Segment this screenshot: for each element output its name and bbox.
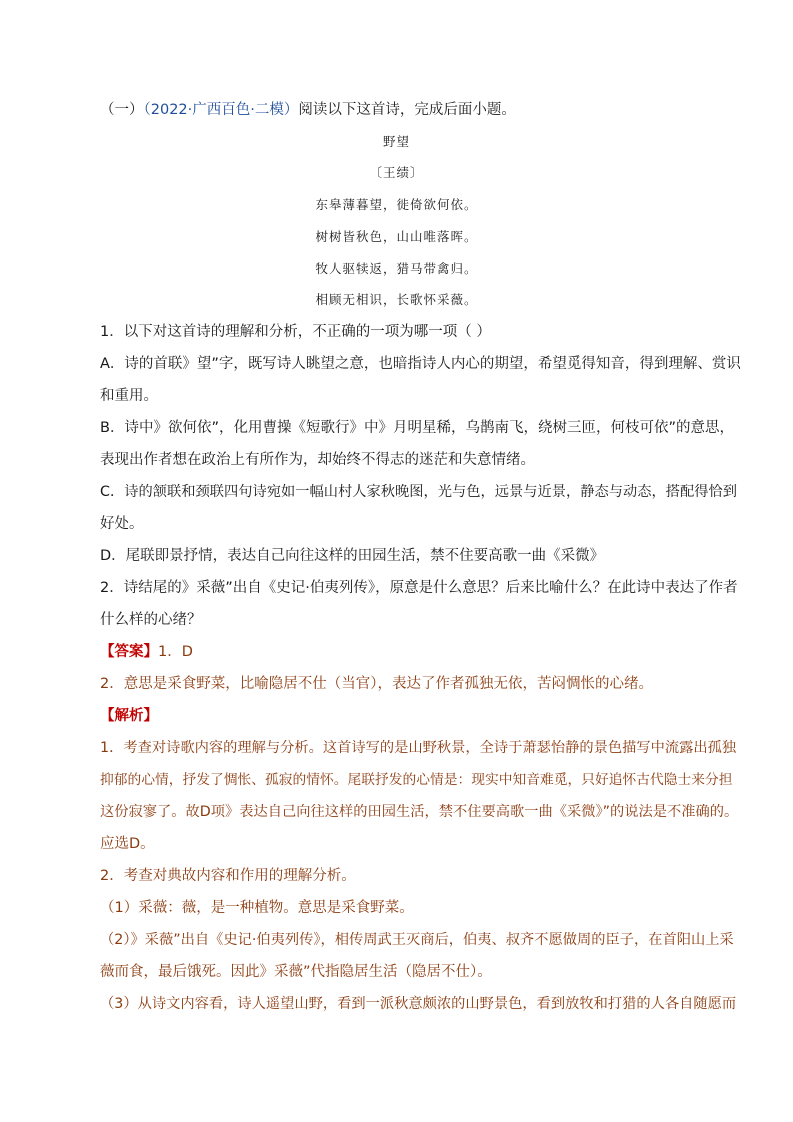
poem-title: 野望 [382,134,410,149]
section-number: （一） [100,102,144,118]
analysis-line: 应选D。 [100,836,155,852]
analysis-line: 1．考查对诗歌内容的理解与分析。这首诗写的是山野秋景，全诗于萧瑟怡静的景色描写中流露出孤独 [100,740,737,756]
option-a: A．诗的首联》望”字，既写诗人眺望之意，也暗指诗人内心的期望，希望觅得知音，得到理解、赏识 [100,356,741,372]
option-c-cont: 好处。 [100,516,144,532]
answer-2: 2．意思是采食野菜，比喻隐居不仕（当官），表达了作者孤独无依，苦闷惆怅的心绪。 [100,676,653,692]
source-tag: （2022·广西百色·二模） [143,102,299,118]
analysis-line: 抑郁的心情，抒发了惆怅、孤寂的情怀。尾联抒发的心情是：现实中知音难觅，只好追怀古代隐士来分担 [100,772,733,788]
option-b: B．诗中》欲何依”，化用曹操《短歌行》中》月明星稀，乌鹊南飞，绕树三匝，何枝可依”的意思， [100,420,734,436]
poem-line: 树树皆秋色，山山唯落晖。 [315,229,478,244]
poem-author: 〔王绩〕 [369,165,424,180]
poem-line: 牧人驱犊返，猎马带禽归。 [315,261,478,276]
option-b-cont: 表现出作者想在政治上有所作为，却始终不得志的迷茫和失意情绪。 [100,452,535,468]
section-header [100,100,516,120]
option-c: C．诗的颔联和颈联四句诗宛如一幅山村人家秋晚图，光与色，远景与近景，静态与动态，搭配得恰到 [100,484,737,500]
analysis-label: 【解析】 [100,708,158,724]
analysis-line: （3）从诗文内容看，诗人遥望山野，看到一派秋意颇浓的山野景色，看到放牧和打猎的人各自随愿而 [100,996,737,1012]
poem-line: 东皋薄暮望，徙倚欲何依。 [315,197,478,212]
analysis-line: 2．考查对典故内容和作用的理解分析。 [100,868,356,884]
section-instruction: 阅读以下这首诗，完成后面小题。 [298,102,516,118]
analysis-line: （1）采薇：薇，是一种植物。意思是采食野菜。 [100,900,414,916]
question-2-stem: 2．诗结尾的》采薇”出自《史记·伯夷列传》，原意是什么意思？后来比喻什么？在此诗中表达了作者 [100,580,738,596]
analysis-line: 这份寂寥了。故D项》表达自己向往这样的田园生活，禁不住要高歌一曲《采微》”的说法是不准确的。 [100,804,739,820]
answer-block [100,642,193,662]
poem-line: 相顾无相识，长歌怀采薇。 [315,292,478,307]
analysis-line: 薇而食，最后饿死。因此》采薇”代指隐居生活（隐居不仕）。 [100,964,492,980]
option-a-cont: 和重用。 [100,388,158,404]
answer-1: 1．D [158,644,193,660]
question-1-stem: 1．以下对这首诗的理解和分析，不正确的一项为哪一项（ ） [100,324,491,340]
question-2-stem-cont: 什么样的心绪？ [100,612,202,628]
analysis-line: （2）》采薇”出自《史记·伯夷列传》，相传周武王灭商后，伯夷、叔齐不愿做周的臣子，在首阳山上采 [100,932,734,948]
answer-label: 【答案】 [100,644,158,660]
option-d: D．尾联即景抒情，表达自己向往这样的田园生活，禁不住要高歌一曲《采微》 [100,548,605,564]
